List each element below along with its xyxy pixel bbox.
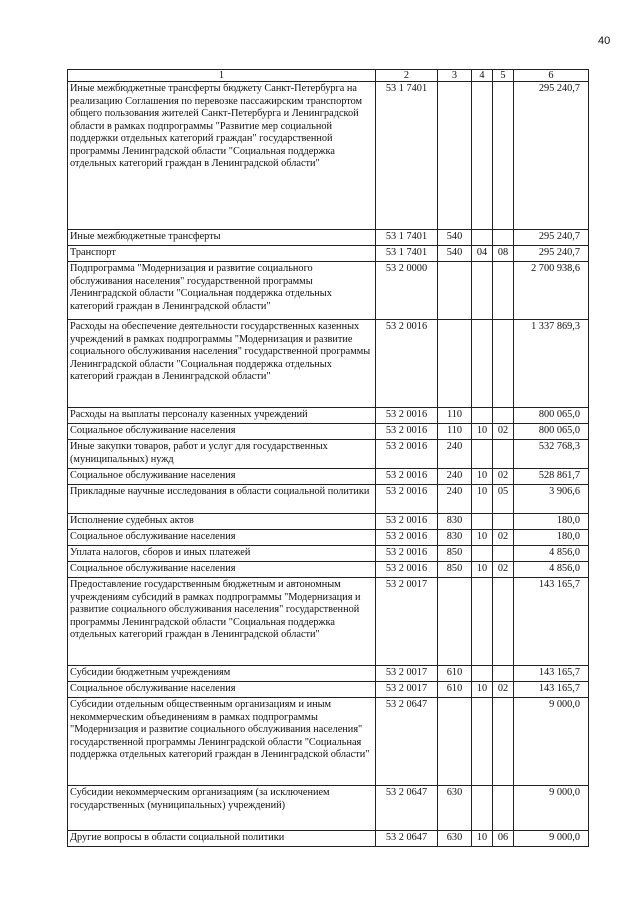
row-expense-type-cell — [438, 82, 472, 230]
row-amount-cell: 2 700 938,6 — [514, 262, 589, 320]
row-subsection-cell — [493, 230, 514, 246]
row-amount-cell: 4 856,0 — [514, 546, 589, 562]
row-section-cell: 10 — [472, 682, 493, 698]
row-name-cell: Подпрограмма "Модернизация и развитие социального обслуживания населения" государственной программы Ленинградской области "Социальная поддержка отдельных категорий граждан в Ленинградской области" — [68, 262, 376, 320]
row-amount-cell: 1 337 869,3 — [514, 320, 589, 408]
row-code-cell: 53 2 0017 — [376, 682, 438, 698]
row-subsection-cell — [493, 578, 514, 666]
row-amount-cell: 3 906,6 — [514, 485, 589, 514]
table-row — [68, 666, 589, 682]
row-section-cell — [472, 82, 493, 230]
table-row — [68, 578, 589, 666]
row-section-cell — [472, 230, 493, 246]
row-name-cell: Расходы на обеспечение деятельности государственных казенных учреждений в рамках подпрограммы "Модернизация и развитие социального обслуживания населения" государственной программы Ленинградской области "Социальная поддержка отдельных категорий граждан в Ленинградской области" — [68, 320, 376, 408]
row-subsection-cell — [493, 262, 514, 320]
row-code-cell: 53 2 0016 — [376, 408, 438, 424]
row-section-cell: 04 — [472, 246, 493, 262]
row-subsection-cell — [493, 786, 514, 831]
row-name-cell: Социальное обслуживание населения — [68, 424, 376, 440]
row-subsection-cell — [493, 408, 514, 424]
table-row — [68, 408, 589, 424]
page-number: 40 — [598, 35, 611, 47]
row-expense-type-cell: 610 — [438, 682, 472, 698]
row-expense-type-cell: 110 — [438, 424, 472, 440]
row-amount-cell: 180,0 — [514, 530, 589, 546]
table-header-row — [68, 70, 589, 82]
row-subsection-cell: 02 — [493, 424, 514, 440]
row-name-cell: Социальное обслуживание населения — [68, 469, 376, 485]
row-expense-type-cell: 850 — [438, 546, 472, 562]
row-name-cell: Субсидии отдельным общественным организациям и иным некоммерческим объединениям в рамках подпрограммы "Модернизация и развитие социального обслуживания населения" государственной программы Ленинградской области "Социальная поддержка отдельных категорий граждан в Ленинградской области" — [68, 698, 376, 786]
row-code-cell: 53 2 0016 — [376, 562, 438, 578]
row-subsection-cell: 05 — [493, 485, 514, 514]
row-amount-cell: 180,0 — [514, 514, 589, 530]
row-name-cell: Иные межбюджетные трансферты бюджету Санкт-Петербурга на реализацию Соглашения по перевозке пассажирским транспортом общего пользования жителей Санкт-Петербурга и Ленинградской области в рамках подпрограммы "Развитие мер социальной поддержки отдельных категорий граждан" государственной программы Ленинградской области "Социальная поддержка отдельных категорий граждан в Ленинградской области" — [68, 82, 376, 230]
row-expense-type-cell: 240 — [438, 485, 472, 514]
row-section-cell: 10 — [472, 485, 493, 514]
row-subsection-cell: 08 — [493, 246, 514, 262]
table-row — [68, 514, 589, 530]
row-expense-type-cell — [438, 320, 472, 408]
row-expense-type-cell: 850 — [438, 562, 472, 578]
table-row — [68, 424, 589, 440]
row-code-cell: 53 2 0016 — [376, 485, 438, 514]
row-code-cell: 53 2 0647 — [376, 831, 438, 847]
row-amount-cell: 4 856,0 — [514, 562, 589, 578]
row-amount-cell: 295 240,7 — [514, 230, 589, 246]
row-name-cell: Иные межбюджетные трансферты — [68, 230, 376, 246]
table-row — [68, 562, 589, 578]
row-expense-type-cell — [438, 578, 472, 666]
row-name-cell: Другие вопросы в области социальной политики — [68, 831, 376, 847]
row-expense-type-cell: 540 — [438, 246, 472, 262]
row-name-cell: Социальное обслуживание населения — [68, 682, 376, 698]
table-row — [68, 230, 589, 246]
table-row — [68, 246, 589, 262]
row-expense-type-cell: 630 — [438, 831, 472, 847]
row-expense-type-cell: 610 — [438, 666, 472, 682]
table-row — [68, 530, 589, 546]
row-section-cell: 10 — [472, 831, 493, 847]
row-section-cell — [472, 786, 493, 831]
row-name-cell: Расходы на выплаты персоналу казенных учреждений — [68, 408, 376, 424]
row-section-cell — [472, 666, 493, 682]
row-expense-type-cell: 240 — [438, 469, 472, 485]
row-name-cell: Исполнение судебных актов — [68, 514, 376, 530]
header-cell: 6 — [514, 70, 589, 82]
header-cell: 1 — [68, 70, 376, 82]
header-cell: 5 — [493, 70, 514, 82]
row-amount-cell: 800 065,0 — [514, 408, 589, 424]
row-name-cell: Транспорт — [68, 246, 376, 262]
table-row — [68, 698, 589, 786]
row-subsection-cell — [493, 82, 514, 230]
table-row — [68, 440, 589, 469]
row-amount-cell: 800 065,0 — [514, 424, 589, 440]
table-row — [68, 831, 589, 847]
row-expense-type-cell — [438, 698, 472, 786]
row-expense-type-cell: 830 — [438, 530, 472, 546]
row-section-cell — [472, 262, 493, 320]
table-row — [68, 682, 589, 698]
row-name-cell: Социальное обслуживание населения — [68, 530, 376, 546]
row-name-cell: Прикладные научные исследования в области социальной политики — [68, 485, 376, 514]
table-row — [68, 320, 589, 408]
row-code-cell: 53 1 7401 — [376, 230, 438, 246]
row-expense-type-cell — [438, 262, 472, 320]
row-subsection-cell: 02 — [493, 682, 514, 698]
row-amount-cell: 9 000,0 — [514, 831, 589, 847]
table-row — [68, 546, 589, 562]
row-code-cell: 53 1 7401 — [376, 82, 438, 230]
row-name-cell: Предоставление государственным бюджетным и автономным учреждениям субсидий в рамках подпрограммы "Модернизация и развитие социального обслуживания населения" государственной программы Ленинградской области "Социальная поддержка отдельных категорий граждан в Ленинградской области" — [68, 578, 376, 666]
row-amount-cell: 143 165,7 — [514, 666, 589, 682]
row-code-cell: 53 2 0016 — [376, 440, 438, 469]
header-cell: 3 — [438, 70, 472, 82]
table-row — [68, 469, 589, 485]
table-row — [68, 485, 589, 514]
header-cell: 4 — [472, 70, 493, 82]
row-section-cell: 10 — [472, 530, 493, 546]
row-subsection-cell — [493, 440, 514, 469]
row-amount-cell: 295 240,7 — [514, 82, 589, 230]
row-amount-cell: 143 165,7 — [514, 578, 589, 666]
row-code-cell: 53 2 0016 — [376, 469, 438, 485]
row-section-cell: 10 — [472, 424, 493, 440]
row-subsection-cell: 02 — [493, 530, 514, 546]
row-subsection-cell — [493, 698, 514, 786]
row-code-cell: 53 2 0647 — [376, 698, 438, 786]
row-code-cell: 53 2 0016 — [376, 514, 438, 530]
row-section-cell: 10 — [472, 469, 493, 485]
row-section-cell — [472, 514, 493, 530]
row-amount-cell: 295 240,7 — [514, 246, 589, 262]
row-name-cell: Социальное обслуживание населения — [68, 562, 376, 578]
row-name-cell: Субсидии бюджетным учреждениям — [68, 666, 376, 682]
row-amount-cell: 532 768,3 — [514, 440, 589, 469]
table-row — [68, 82, 589, 230]
header-cell: 2 — [376, 70, 438, 82]
row-name-cell: Субсидии некоммерческим организациям (за исключением государственных (муниципальных) учреждений) — [68, 786, 376, 831]
row-amount-cell: 528 861,7 — [514, 469, 589, 485]
row-expense-type-cell: 540 — [438, 230, 472, 246]
row-expense-type-cell: 830 — [438, 514, 472, 530]
row-amount-cell: 9 000,0 — [514, 786, 589, 831]
row-subsection-cell — [493, 320, 514, 408]
row-code-cell: 53 2 0017 — [376, 666, 438, 682]
row-code-cell: 53 2 0016 — [376, 320, 438, 408]
row-code-cell: 53 2 0016 — [376, 530, 438, 546]
row-section-cell — [472, 546, 493, 562]
row-section-cell — [472, 698, 493, 786]
row-code-cell: 53 2 0017 — [376, 578, 438, 666]
row-section-cell: 10 — [472, 562, 493, 578]
row-subsection-cell — [493, 666, 514, 682]
row-subsection-cell: 02 — [493, 562, 514, 578]
row-name-cell: Иные закупки товаров, работ и услуг для государственных (муниципальных) нужд — [68, 440, 376, 469]
row-code-cell: 53 1 7401 — [376, 246, 438, 262]
row-name-cell: Уплата налогов, сборов и иных платежей — [68, 546, 376, 562]
row-subsection-cell: 06 — [493, 831, 514, 847]
row-code-cell: 53 2 0016 — [376, 546, 438, 562]
row-code-cell: 53 2 0016 — [376, 424, 438, 440]
row-expense-type-cell: 240 — [438, 440, 472, 469]
table-row — [68, 262, 589, 320]
row-subsection-cell — [493, 546, 514, 562]
row-section-cell — [472, 320, 493, 408]
row-section-cell — [472, 408, 493, 424]
row-section-cell — [472, 440, 493, 469]
row-section-cell — [472, 578, 493, 666]
row-expense-type-cell: 110 — [438, 408, 472, 424]
row-amount-cell: 9 000,0 — [514, 698, 589, 786]
row-code-cell: 53 2 0647 — [376, 786, 438, 831]
row-expense-type-cell: 630 — [438, 786, 472, 831]
row-code-cell: 53 2 0000 — [376, 262, 438, 320]
row-subsection-cell — [493, 514, 514, 530]
budget-table — [67, 69, 589, 847]
row-amount-cell: 143 165,7 — [514, 682, 589, 698]
row-subsection-cell: 02 — [493, 469, 514, 485]
table-row — [68, 786, 589, 831]
